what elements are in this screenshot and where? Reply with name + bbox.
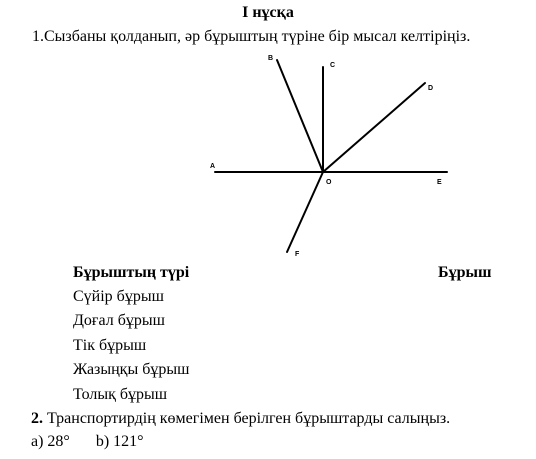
point-label-c: C: [330, 62, 336, 69]
task-1-text: 1.Сызбаны қолданып, әр бұрыштың түріне бір мысал келтіріңіз.: [32, 28, 471, 45]
variant-title: I нұсқа: [242, 4, 294, 21]
ray-of: [287, 172, 323, 252]
point-label-b: B: [268, 55, 274, 62]
ray-ob: [277, 60, 323, 172]
angle-type-acute: Сүйір бұрыш: [73, 288, 164, 305]
point-label-d: D: [428, 85, 434, 92]
point-label-e: E: [437, 179, 442, 186]
angle-type-right: Тік бұрыш: [73, 337, 147, 354]
angle-b: b) 121°: [95, 433, 144, 450]
angle-type-obtuse: Доғал бұрыш: [73, 312, 165, 329]
column-header-angle: Бұрыш: [438, 264, 492, 281]
angle-type-straight: Жазыңқы бұрыш: [73, 361, 190, 378]
column-header-type: Бұрыштың түрі: [73, 264, 190, 281]
angle-type-full: Толық бұрыш: [73, 386, 168, 403]
point-label-a: A: [210, 163, 216, 170]
ray-od: [323, 83, 425, 172]
point-label-f: F: [295, 251, 300, 258]
task-2-number: 2.: [31, 410, 43, 427]
task-2-angles: [31, 433, 144, 451]
task-2-text: Транспортирдің көмегімен берілген бұрыштарды салыңыз.: [43, 410, 451, 427]
point-label-o: O: [326, 179, 332, 186]
task-2: [31, 410, 450, 428]
angle-a: a) 28°: [31, 433, 70, 450]
